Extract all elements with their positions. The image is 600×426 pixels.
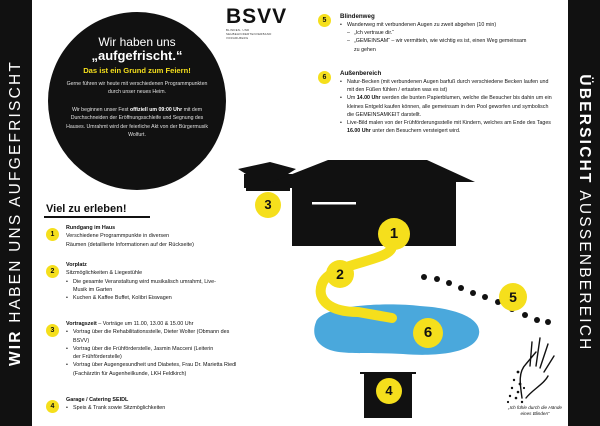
item-badge-1: 1: [46, 228, 59, 241]
logo-subtitle-2: VORARLBERG: [226, 36, 249, 40]
circle-paragraph-1: Gerne führen wir heute mit verschiedenen Programmpunkten durch unser neues Heim.: [66, 81, 208, 96]
map-number-6: 6: [413, 318, 443, 348]
right-6-list: [340, 78, 556, 135]
item-2-title: Vorplatz: [66, 262, 87, 268]
pavilion-roof: [238, 162, 296, 174]
item-3-bullet-3: • Vortrag über Augengesundheit und Diabetes, Frau Dr. Marietta Riedl (Fachärztin für Augenheilkunde, LKH Feldkirch): [66, 361, 242, 378]
hand-caption: „Ich fühle durch die Hände eines Blinden“: [508, 405, 562, 416]
circle-paragraph-2: Wir beginnen unser Fest offiziell um 09:00 Uhr mit dem Durchschneiden der Eröffnungsschleife und Segnung des Hauses. Umrahmt wird der feierliche Akt von der Bürgermusik Wolfurt.: [66, 107, 208, 139]
item-3-bullet-1: • Vortrag über die Rehabilitationsstelle, Dieter Wolter (Obmann des BSVV): [66, 328, 236, 345]
item-4-bullet-1: • Speis & Trank sowie Sitzmöglichkeiten: [66, 404, 246, 412]
map-number-3: 3: [255, 192, 281, 218]
right-5-sub-1: – „Ich vertraue dir.“: [340, 29, 556, 37]
item-2: [66, 261, 246, 302]
right-6-bullet-3: • Live-Bild malen von der Frühförderungsstelle mit Kindern, welches am Ende des Tages 16.00 Uhr unter den Besuchern versteigert wird.: [340, 119, 556, 135]
item-4: [66, 396, 246, 413]
item-2-bullet-2: • Kuchen & Kaffee Buffet, Kolibri Eiswagen: [66, 294, 246, 302]
map-number-1: 1: [378, 218, 410, 250]
right-badge-6: 6: [318, 71, 331, 84]
house-window: [312, 202, 356, 205]
item-badge-2: 2: [46, 265, 59, 278]
intro-circle: [48, 12, 226, 190]
item-2-line-1: Sitzmöglichkeiten & Liegestühle: [66, 270, 143, 277]
item-1-title: Rundgang im Haus: [66, 225, 116, 231]
hand-illustration: [520, 338, 554, 398]
circle-reason: Das ist ein Grund zum Feiern!: [83, 66, 191, 75]
logo-text: BSVV: [226, 5, 288, 28]
left-side-title: WIR HABEN UNS AUFGEFRISCHT: [7, 59, 24, 367]
right-6-title: Außenbereich: [340, 70, 382, 77]
logo-subtitle-1: BLINDEN- UND SEHBEHINDERTENVERBAND: [226, 28, 272, 36]
item-badge-3: 3: [46, 324, 59, 337]
item-3-bullet-2: • Vortrag über die Frühförderstelle, Jasmin Macceni (Leiterin der Frühförderstelle): [66, 345, 216, 362]
item-3-title: Vortragszeit – Vorträge um 11.00, 13.00 & 15.00 Uhr: [66, 321, 194, 327]
item-1-line-1: Verschiedene Programmpunkte in diversen: [66, 233, 170, 240]
section-title: Viel zu erleben!: [46, 203, 127, 215]
right-5-title: Blindenweg: [340, 13, 375, 20]
right-6-bullet-1: • Natur-Becken (mit verbundenen Augen barfuß durch verschiedene Becken laufen und mit den Füßen fühlen / ertasten was es ist): [340, 78, 556, 94]
item-3: [66, 320, 246, 378]
map-number-5: 5: [499, 283, 527, 311]
item-4-title: Garage / Catering SEIDL: [66, 397, 129, 403]
house-roof: [272, 160, 475, 182]
circle-title: Wir haben uns „aufgefrischt.“: [91, 35, 183, 63]
section-underline: [44, 216, 150, 218]
right-6-bullet-2: • Um 14.00 Uhr werden die bunten Papierblumen, welche die Besucher bis dahin um ein kleines Entgeld kaufen können, alle gemeinsam in den Pool geworfen und symbolisch die GEMEINSAMKEIT darstellt.: [340, 94, 556, 119]
item-1-line-2: Räumen (detaillierte Informationen auf der Rückseite): [66, 241, 194, 248]
item-2-bullet-1: • Die gesamte Veranstaltung wird musikalisch umrahmt, Live-Musik im Garten: [66, 278, 218, 295]
map-number-4: 4: [376, 378, 402, 404]
right-5-list: [340, 21, 556, 54]
right-5-bullet-1: • Wanderweg mit verbundenen Augen zu zweit abgehen (10 min): [340, 21, 556, 29]
right-5-sub-2: – „GEMEINSAM“ – wir vermitteln, wie wichtig es ist, einen Weg gemeinsam zu gehen: [340, 37, 530, 53]
map-number-2: 2: [326, 260, 354, 288]
item-badge-4: 4: [46, 400, 59, 413]
item-1: [66, 224, 246, 249]
right-side-title: ÜBERSICHT AUSSENBEREICH: [576, 74, 593, 352]
house-body: [292, 182, 456, 246]
right-badge-5: 5: [318, 14, 331, 27]
bsvv-logo: [226, 6, 288, 42]
